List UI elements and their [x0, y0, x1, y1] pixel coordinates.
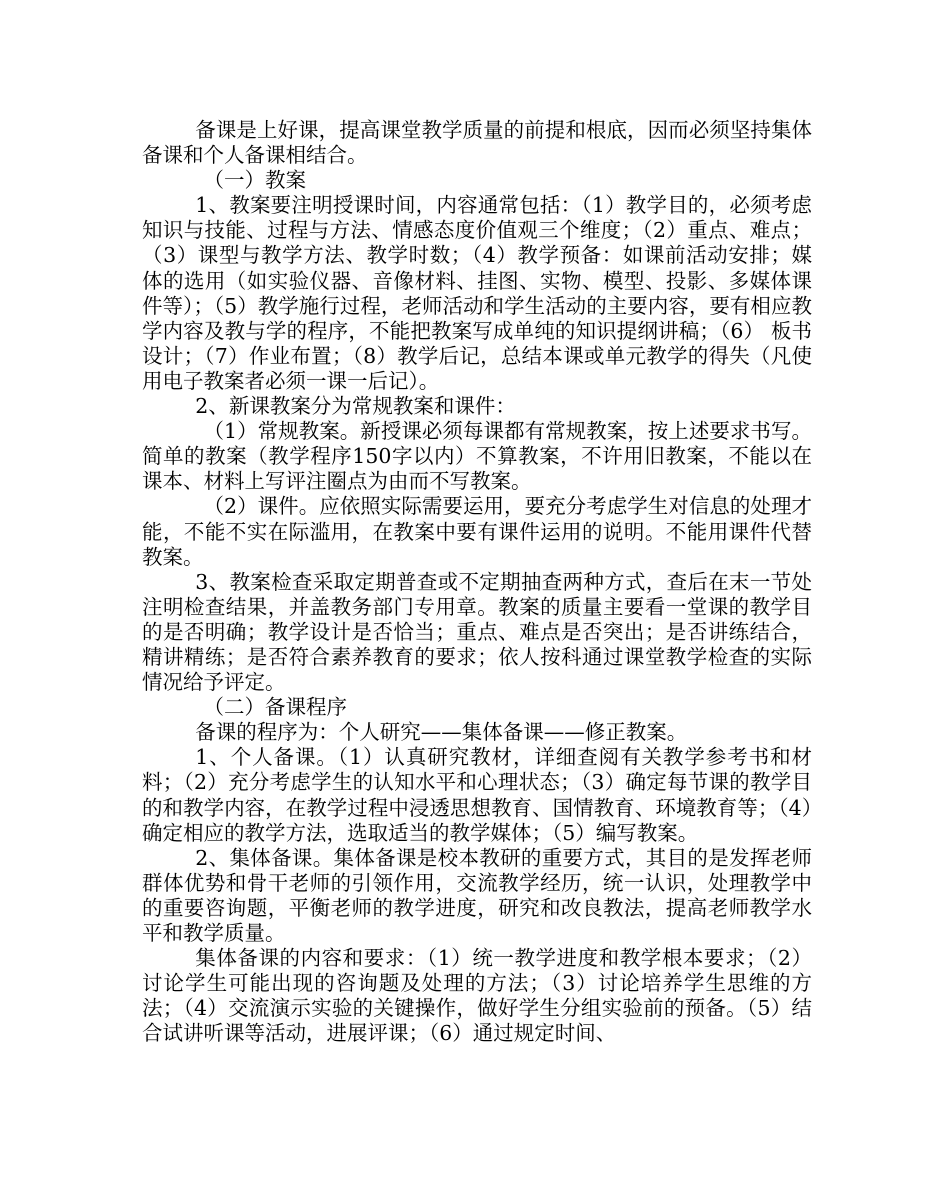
- lesson-plan-subitem-1: （1）常规教案。新授课必须每课都有常规教案，按上述要求书写。简单的教案（教学程序150字以内）不算教案，不许用旧教案，不能以在课本、材料上写评注圈点为由而不写教案。: [142, 419, 812, 494]
- intro-paragraph: 备课是上好课，提高课堂教学质量的前提和根底，因而必须坚持集体备课和个人备课相结合。: [142, 118, 812, 168]
- lesson-plan-item-2: 2、新课教案分为常规教案和课件：: [195, 394, 516, 419]
- collective-requirements: 集体备课的内容和要求：（1）统一教学进度和教学根本要求；（2）讨论学生可能出现的咨询题及处理的方法；（3）讨论培养学生思维的方法；（4）交流演示实验的关键操作，做好学生分组实验前的预备。（5）结合试讲听课等活动，进展评课；（6）通过规定时间、: [142, 946, 812, 1046]
- section-heading-procedure: （二）备课程序: [203, 695, 347, 720]
- lesson-plan-subitem-2: （2）课件。应依照实际需要运用，要充分考虑学生对信息的处理才能，不能不实在际滥用，在教案中要有课件运用的说明。不能用课件代替教案。: [142, 494, 812, 569]
- lesson-plan-item-3: 3、教案检查采取定期普查或不定期抽查两种方式，查后在末一节处注明检查结果，并盖教务部门专用章。教案的质量主要看一堂课的教学目的是否明确；教学设计是否恰当；重点、难点是否突出；是否讲练结合，精讲精练；是否符合素养教育的要求；依人按科通过课堂教学检查的实际情况给予评定。: [142, 569, 812, 695]
- procedure-overview: 备课的程序为：个人研究——集体备课——修正教案。: [195, 720, 688, 745]
- document-body: [142, 118, 812, 1046]
- lesson-plan-item-1: 1、教案要注明授课时间，内容通常包括：（1）教学目的，必须考虑知识与技能、过程与方法、情感态度价值观三个维度；（2）重点、难点；（3）课型与教学方法、教学时数；（4）教学预备：如课前活动安排；媒体的选用（如实验仪器、音像材料、挂图、实物、模型、投影、多媒体课件等）；（5）教学施行过程，老师活动和学生活动的主要内容，要有相应教学内容及教与学的程序，不能把教案写成单纯的知识提纲讲稿；（6） 板书设计；（7）作业布置；（8）教学后记，总结本课或单元教学的得失（凡使用电子教案者必须一课一后记）。: [142, 193, 812, 393]
- procedure-item-1: 1、个人备课。（1）认真研究教材，详细查阅有关教学参考书和材料；（2）充分考虑学生的认知水平和心理状态；（3）确定每节课的教学目的和教学内容，在教学过程中浸透思想教育、国情教育、环境教育等；（4）确定相应的教学方法，选取适当的教学媒体；（5）编写教案。: [142, 745, 812, 845]
- procedure-item-2: 2、集体备课。集体备课是校本教研的重要方式，其目的是发挥老师群体优势和骨干老师的引领作用，交流教学经历，统一认识，处理教学中的重要咨询题，平衡老师的教学进度，研究和改良教法，提高老师教学水平和教学质量。: [142, 845, 812, 945]
- section-heading-lesson-plan: （一）教案: [203, 168, 306, 193]
